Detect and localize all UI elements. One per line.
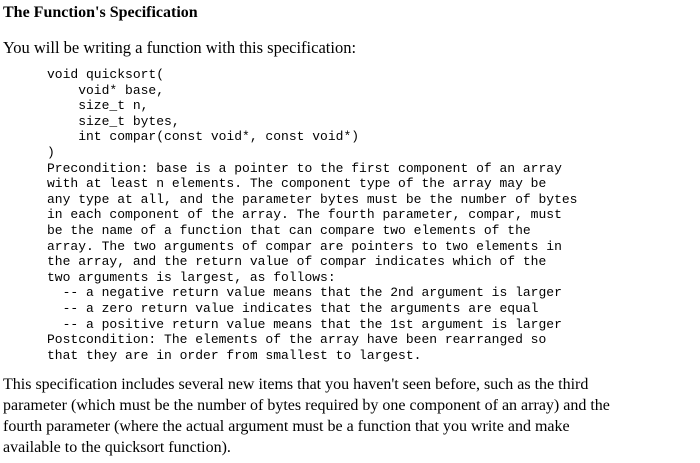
code-line: void* base, [47, 82, 165, 98]
postcondition-line: Postcondition: The elements of the array have been rearranged so [47, 332, 547, 348]
paragraph-line: This specification includes several new items that you haven't seen before, such as the third [3, 376, 589, 393]
precondition-line: the array, and the return value of compar indicates which of the [47, 254, 547, 270]
code-line: ) [47, 144, 55, 160]
code-line: int compar(const void*, const void*) [47, 129, 360, 145]
explanation-paragraph [3, 374, 697, 458]
paragraph-line: available to the quicksort function). [3, 439, 231, 456]
precondition-line: Precondition: base is a pointer to the first component of an array [47, 160, 562, 176]
postcondition-line: that they are in order from smallest to largest. [47, 347, 422, 363]
intro-paragraph: You will be writing a function with this specification: [3, 38, 357, 57]
precondition-line: be the name of a function that can compare two elements of the [47, 222, 531, 238]
code-line: size_t bytes, [47, 113, 180, 129]
precondition-line: in each component of the array. The fourth parameter, compar, must [47, 207, 562, 223]
function-specification-code [47, 67, 578, 363]
code-line: size_t n, [47, 98, 149, 114]
precondition-line: array. The two arguments of compar are pointers to two elements in [47, 238, 562, 254]
paragraph-line: parameter (which must be the number of bytes required by one component of an array) and the [3, 397, 610, 414]
return-value-rule: -- a negative return value means that the 2nd argument is larger [47, 285, 562, 301]
precondition-line: with at least n elements. The component type of the array may be [47, 176, 547, 192]
section-heading: The Function's Specification [3, 4, 198, 21]
return-value-rule: -- a positive return value means that the 1st argument is larger [47, 316, 562, 332]
return-value-rule: -- a zero return value indicates that the arguments are equal [47, 300, 539, 316]
precondition-line: any type at all, and the parameter bytes must be the number of bytes [47, 191, 578, 207]
code-line: void quicksort( [47, 67, 165, 82]
paragraph-line: fourth parameter (where the actual argument must be a function that you write and make [3, 418, 570, 435]
precondition-line: two arguments is largest, as follows: [47, 269, 336, 285]
